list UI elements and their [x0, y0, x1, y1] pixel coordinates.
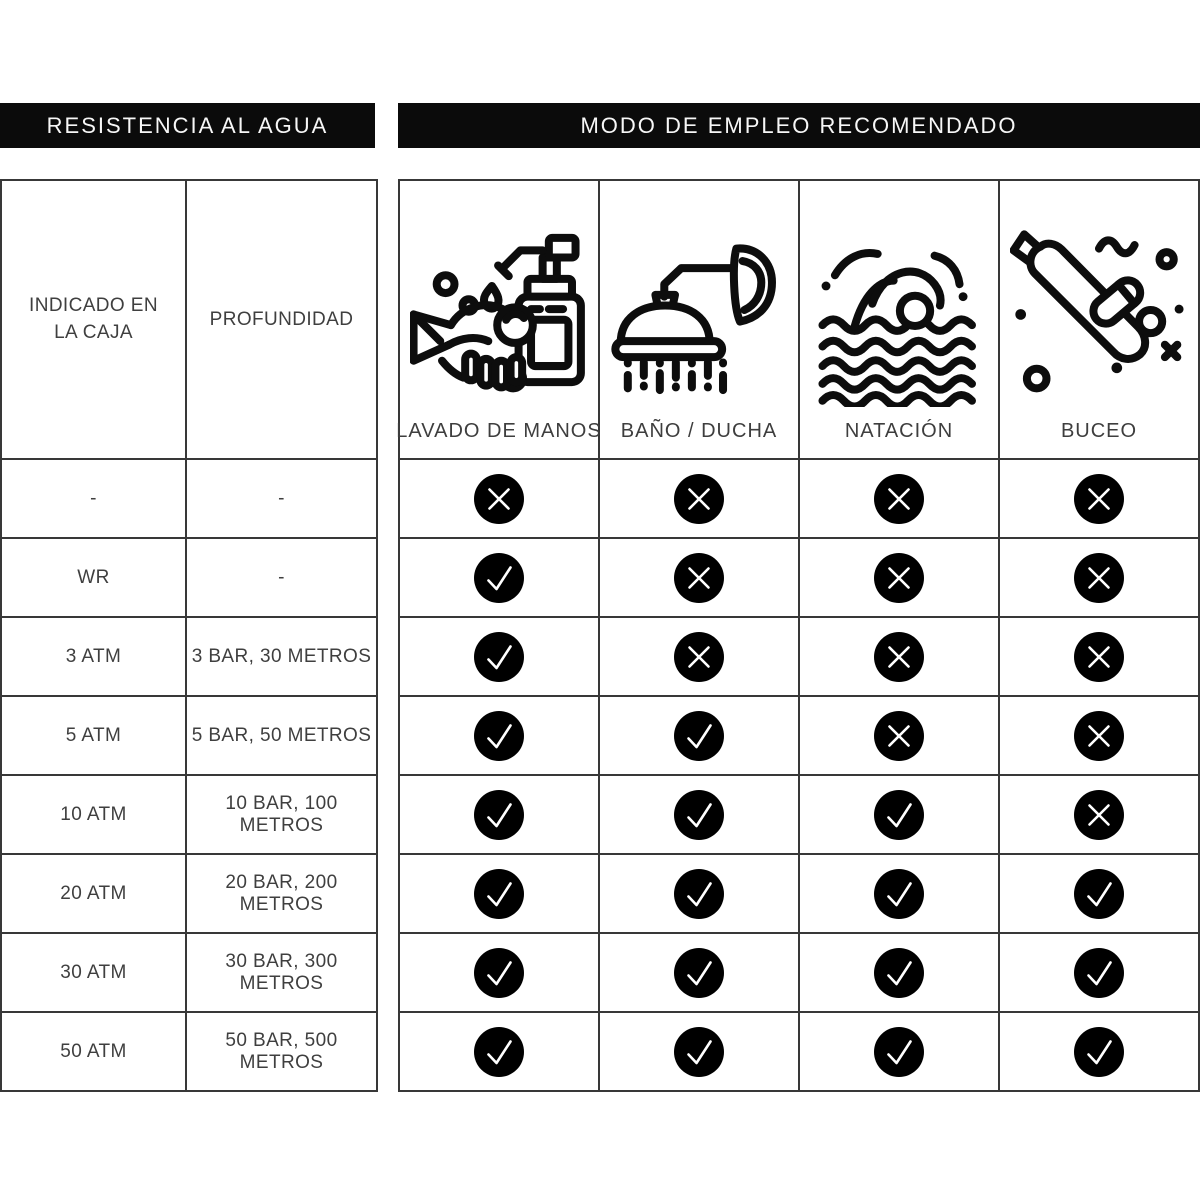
column-header-caja: INDICADO EN LA CAJA	[1, 180, 186, 459]
mark-cell	[999, 1012, 1199, 1091]
mark-cell	[799, 617, 999, 696]
left-section-title: RESISTENCIA AL AGUA	[0, 103, 375, 148]
column-header-profundidad: PROFUNDIDAD	[186, 180, 377, 459]
profundidad-value: 30 BAR, 300 METROS	[186, 933, 377, 1012]
check-icon	[873, 1026, 925, 1078]
cross-icon	[1073, 631, 1125, 683]
cross-icon	[873, 631, 925, 683]
usage-column-diving	[999, 180, 1199, 459]
check-icon	[873, 868, 925, 920]
mark-cell	[399, 538, 599, 617]
usage-column-shower	[599, 180, 799, 459]
caja-value: WR	[1, 538, 186, 617]
table-row	[1, 933, 377, 1012]
table-row	[1, 538, 377, 617]
mark-cell	[999, 775, 1199, 854]
usage-column-handwash	[396, 180, 602, 459]
check-icon	[673, 947, 725, 999]
swimming-icon	[810, 229, 988, 407]
caja-value: 10 ATM	[1, 775, 186, 854]
profundidad-value: -	[186, 459, 377, 538]
usage-column-label: BAÑO / DUCHA	[620, 420, 778, 442]
table-row	[1, 854, 377, 933]
mark-cell	[399, 696, 599, 775]
marks-row	[399, 538, 1199, 617]
check-icon	[1073, 1026, 1125, 1078]
marks-row	[399, 696, 1199, 775]
mark-cell	[799, 696, 999, 775]
cross-icon	[1073, 710, 1125, 762]
mark-cell	[799, 854, 999, 933]
mark-cell	[399, 459, 599, 538]
cross-icon	[673, 631, 725, 683]
caja-value: 5 ATM	[1, 696, 186, 775]
cross-icon	[1073, 473, 1125, 525]
usage-column-label: BUCEO	[1060, 420, 1138, 442]
mark-cell	[399, 854, 599, 933]
caja-value: 20 ATM	[1, 854, 186, 933]
right-section-title: MODO DE EMPLEO RECOMENDADO	[398, 103, 1200, 148]
check-icon	[873, 947, 925, 999]
cross-icon	[1073, 789, 1125, 841]
mark-cell	[799, 775, 999, 854]
mark-cell	[999, 538, 1199, 617]
mark-cell	[799, 1012, 999, 1091]
profundidad-value: 20 BAR, 200 METROS	[186, 854, 377, 933]
check-icon	[1073, 868, 1125, 920]
check-icon	[673, 789, 725, 841]
check-icon	[473, 868, 525, 920]
table-row	[1, 1012, 377, 1091]
marks-row	[399, 1012, 1199, 1091]
marks-row	[399, 459, 1199, 538]
table-row	[1, 696, 377, 775]
table-row	[1, 459, 377, 538]
mark-cell	[599, 459, 799, 538]
mark-cell	[599, 854, 799, 933]
usage-column-swimming	[799, 180, 999, 459]
mark-cell	[799, 459, 999, 538]
marks-row	[399, 617, 1199, 696]
usage-table	[398, 179, 1200, 1092]
cross-icon	[873, 552, 925, 604]
marks-row	[399, 854, 1199, 933]
mark-cell	[999, 854, 1199, 933]
mark-cell	[599, 696, 799, 775]
profundidad-value: 3 BAR, 30 METROS	[186, 617, 377, 696]
cross-icon	[873, 710, 925, 762]
mark-cell	[999, 696, 1199, 775]
mark-cell	[999, 459, 1199, 538]
cross-icon	[473, 473, 525, 525]
caja-value: 30 ATM	[1, 933, 186, 1012]
profundidad-value: 5 BAR, 50 METROS	[186, 696, 377, 775]
table-header-row	[1, 180, 377, 459]
cross-icon	[1073, 552, 1125, 604]
usage-column-label: NATACIÓN	[844, 420, 954, 442]
check-icon	[473, 789, 525, 841]
marks-row	[399, 775, 1199, 854]
check-icon	[473, 947, 525, 999]
mark-cell	[599, 1012, 799, 1091]
check-icon	[473, 1026, 525, 1078]
cross-icon	[673, 473, 725, 525]
shower-icon	[610, 229, 788, 407]
usage-header-row	[399, 180, 1199, 459]
check-icon	[473, 631, 525, 683]
check-icon	[673, 1026, 725, 1078]
check-icon	[473, 552, 525, 604]
check-icon	[673, 710, 725, 762]
mark-cell	[599, 933, 799, 1012]
mark-cell	[399, 775, 599, 854]
mark-cell	[399, 933, 599, 1012]
mark-cell	[799, 538, 999, 617]
handwash-icon	[410, 229, 588, 407]
table-row	[1, 775, 377, 854]
check-icon	[473, 710, 525, 762]
profundidad-value: 50 BAR, 500 METROS	[186, 1012, 377, 1091]
mark-cell	[599, 538, 799, 617]
check-icon	[873, 789, 925, 841]
mark-cell	[399, 617, 599, 696]
mark-cell	[399, 1012, 599, 1091]
check-icon	[673, 868, 725, 920]
marks-row	[399, 933, 1199, 1012]
cross-icon	[673, 552, 725, 604]
cross-icon	[873, 473, 925, 525]
check-icon	[1073, 947, 1125, 999]
table-row	[1, 617, 377, 696]
caja-value: 50 ATM	[1, 1012, 186, 1091]
mark-cell	[799, 933, 999, 1012]
mark-cell	[599, 617, 799, 696]
mark-cell	[999, 933, 1199, 1012]
mark-cell	[599, 775, 799, 854]
usage-column-label: LAVADO DE MANOS	[396, 420, 602, 442]
caja-value: 3 ATM	[1, 617, 186, 696]
resistance-table	[0, 179, 378, 1092]
caja-value: -	[1, 459, 186, 538]
profundidad-value: -	[186, 538, 377, 617]
scuba-diving-icon	[1010, 229, 1188, 407]
mark-cell	[999, 617, 1199, 696]
profundidad-value: 10 BAR, 100 METROS	[186, 775, 377, 854]
